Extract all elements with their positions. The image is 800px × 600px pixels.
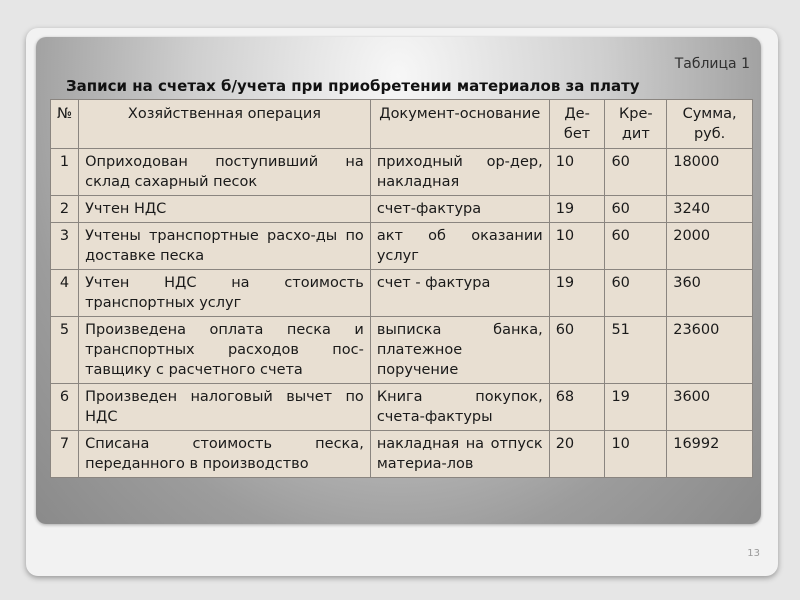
row-document: счет - фактура	[370, 270, 549, 317]
row-operation: Учтены транспортные расхо-ды по доставке песка	[79, 223, 371, 270]
table-row	[51, 196, 753, 223]
header-debit: Де-бет	[549, 100, 605, 149]
row-credit: 60	[605, 270, 667, 317]
table-row	[51, 317, 753, 384]
row-operation: Учтен НДС	[79, 196, 371, 223]
header-number: №	[51, 100, 79, 149]
row-amount: 3600	[667, 384, 753, 431]
row-credit: 10	[605, 431, 667, 478]
row-number: 2	[51, 196, 79, 223]
row-number: 3	[51, 223, 79, 270]
row-number: 6	[51, 384, 79, 431]
table-row	[51, 223, 753, 270]
row-amount: 16992	[667, 431, 753, 478]
row-number: 7	[51, 431, 79, 478]
row-number: 1	[51, 149, 79, 196]
row-document: счет-фактура	[370, 196, 549, 223]
row-document: выписка банка, платежное поручение	[370, 317, 549, 384]
row-operation: Произведена оплата песка и транспортных расходов пос-тавщику с расчетного счета	[79, 317, 371, 384]
row-debit: 60	[549, 317, 605, 384]
row-credit: 51	[605, 317, 667, 384]
row-number: 5	[51, 317, 79, 384]
row-document: Книга покупок, счета-фактуры	[370, 384, 549, 431]
records-table	[50, 99, 753, 478]
header-operation: Хозяйственная операция	[79, 100, 371, 149]
row-document: акт об оказании услуг	[370, 223, 549, 270]
row-amount: 23600	[667, 317, 753, 384]
row-credit: 60	[605, 223, 667, 270]
row-debit: 68	[549, 384, 605, 431]
row-amount: 18000	[667, 149, 753, 196]
row-amount: 3240	[667, 196, 753, 223]
table-title: Записи на счетах б/учета при приобретении материалов за плату	[66, 77, 640, 95]
header-credit: Кре-дит	[605, 100, 667, 149]
row-document: накладная на отпуск материа-лов	[370, 431, 549, 478]
row-number: 4	[51, 270, 79, 317]
row-debit: 19	[549, 196, 605, 223]
row-credit: 19	[605, 384, 667, 431]
row-operation: Произведен налоговый вычет по НДС	[79, 384, 371, 431]
table-row	[51, 270, 753, 317]
row-debit: 10	[549, 149, 605, 196]
row-debit: 10	[549, 223, 605, 270]
row-amount: 360	[667, 270, 753, 317]
header-document: Документ-основание	[370, 100, 549, 149]
table-header-row	[51, 100, 753, 149]
row-operation: Списана стоимость песка, переданного в производство	[79, 431, 371, 478]
row-amount: 2000	[667, 223, 753, 270]
table-row	[51, 384, 753, 431]
row-operation: Оприходован поступивший на склад сахарный песок	[79, 149, 371, 196]
header-amount: Сумма, руб.	[667, 100, 753, 149]
page-number: 13	[747, 548, 760, 559]
row-document: приходный ор-дер, накладная	[370, 149, 549, 196]
row-debit: 19	[549, 270, 605, 317]
table-row	[51, 431, 753, 478]
row-debit: 20	[549, 431, 605, 478]
row-operation: Учтен НДС на стоимость транспортных услуг	[79, 270, 371, 317]
table-label: Таблица 1	[674, 56, 750, 72]
row-credit: 60	[605, 196, 667, 223]
table-row	[51, 149, 753, 196]
row-credit: 60	[605, 149, 667, 196]
